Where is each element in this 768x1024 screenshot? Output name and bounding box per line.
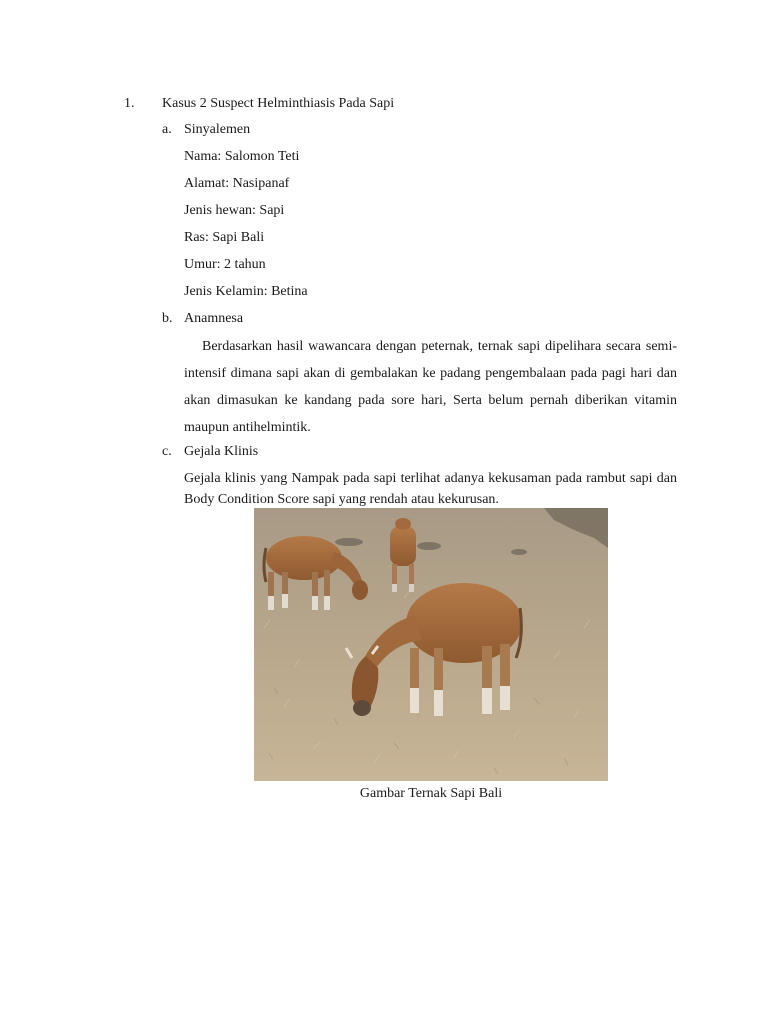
gejala-letter: c. [162,444,172,459]
gejala-title: Gejala Klinis [184,444,259,459]
sinyalemen-title: Sinyalemen [184,122,251,137]
field-ras: Ras: Sapi Bali [184,230,265,245]
gejala-paragraph: Gejala klinis yang Nampak pada sapi terlihat adanya kekusaman pada rambut sapi dan Body Condition Score sapi yang rendah atau kekurusan. [184,471,677,507]
field-alamat: Alamat: Nasipanaf [184,176,290,191]
section-number: 1. [124,96,135,111]
cattle-photo [254,508,608,781]
field-umur: Umur: 2 tahun [184,257,266,272]
field-jenis-hewan: Jenis hewan: Sapi [184,203,285,218]
anamnesa-title: Anamnesa [184,311,244,326]
field-jenis-kelamin: Jenis Kelamin: Betina [184,284,308,299]
sinyalemen-letter: a. [162,122,172,137]
figure-caption: Gambar Ternak Sapi Bali [359,786,503,801]
field-nama: Nama: Salomon Teti [184,149,300,164]
anamnesa-letter: b. [162,311,173,326]
section-title: Kasus 2 Suspect Helminthiasis Pada Sapi [162,96,395,111]
anamnesa-paragraph: Berdasarkan hasil wawancara dengan peternak, ternak sapi dipelihara secara semi-intensif dimana sapi akan di gembalakan ke padang pengembalaan pada pagi hari dan akan dimasukan ke kandang pada sore hari, Serta belum pernah diberikan vitamin maupun antihelmintik. [184,339,677,435]
